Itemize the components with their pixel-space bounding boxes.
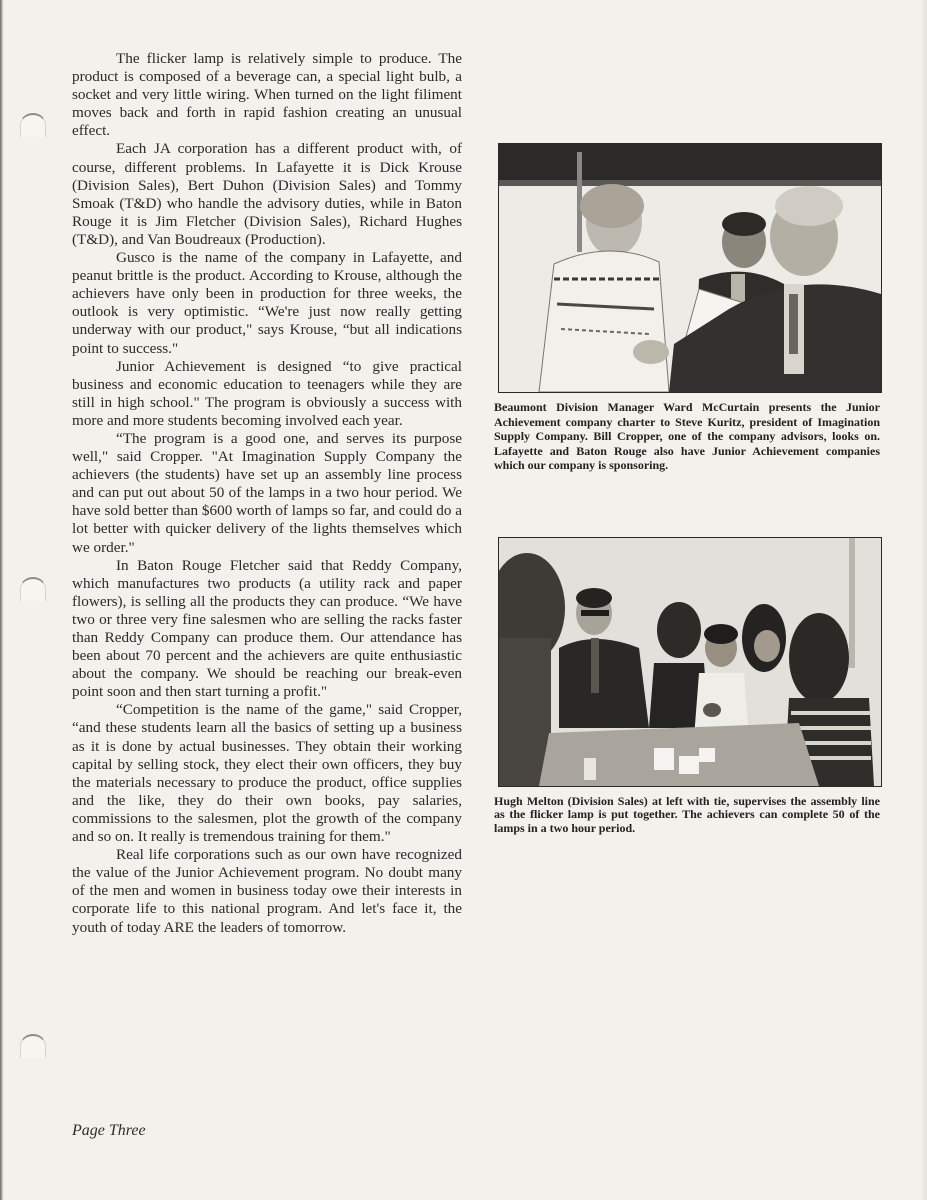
binder-hole-icon [20, 577, 46, 601]
article-paragraph: The flicker lamp is relatively simple to produce. The product is composed of a beverage can, a special light bulb, a socket and very little wiring. When turned on the light filiment moves back and forth in rapid fashion creating an unusual effect. [72, 50, 462, 140]
page-scan-edge-right [921, 0, 927, 1200]
photo-caption: Hugh Melton (Division Sales) at left with tie, supervises the assembly line as the flicker lamp is put together. The achievers can complete 50 of the lamps in a two hour period. [494, 794, 880, 835]
page-scan-edge [0, 0, 3, 1200]
article-paragraph: Junior Achievement is designed “to give practical business and economic education to teenagers while they are still in high school." The program is obviously a success with more and more students becoming involved each year. [72, 357, 462, 429]
photo-assembly-line-image [499, 538, 881, 786]
binder-hole-icon [20, 1034, 46, 1058]
article-paragraph: “The program is a good one, and serves its purpose well," said Cropper. "At Imagination Supply Company the achievers (the students) have set up an assembly line process and can put out about 50 of the lamps in a two hour period. We have sold better than $600 worth of lamps so far, and could do a lot better with quicker delivery of the lights themselves which we order." [72, 429, 462, 556]
article-paragraph: In Baton Rouge Fletcher said that Reddy Company, which manufactures two products (a utility rack and paper flowers), is selling all the products they can produce. “We have two or three very fine salesmen who are selling the racks faster than Reddy Company can produce them. Our attendance has been about 70 percent and the achievers are quite enthusiastic about the company. We should be reaching our break-even point soon and then start turning a profit." [72, 556, 462, 701]
photo-caption: Beaumont Division Manager Ward McCurtain presents the Junior Achievement company charter to Steve Kuritz, president of Imagination Supply Company. Bill Cropper, one of the company advisors, looks on. Lafayette and Baton Rouge also have Junior Achievement companies which our company is sponsoring. [494, 400, 880, 473]
article-paragraph: Gusco is the name of the company in Lafayette, and peanut brittle is the product. According to Krouse, although the achievers have only been in production for three weeks, the outlook is very optimistic. “We're just now really getting underway with our product," says Krouse, “but all indications point to success." [72, 249, 462, 357]
photo-assembly-line [498, 537, 882, 787]
article-paragraph: “Competition is the name of the game," said Cropper, “and these students learn all the basics of setting up a business as it is done by actual businesses. They obtain their working capital by selling stock, they elect their own officers, they buy the materials necessary to produce the product, office supplies and the like, they do their own books, pay salaries, commissions to the salesmen, plot the growth of the company and so on. It really is tremendous training for them." [72, 701, 462, 846]
article-paragraph: Each JA corporation has a different product with, of course, different problems. In Lafayette it is Dick Krouse (Division Sales), Bert Duhon (Division Sales) and Tommy Smoak (T&D) who handle the advisory duties, while in Baton Rouge it is Jim Fletcher (Division Sales), Richard Hughes (T&D), and Van Boudreaux (Production). [72, 140, 462, 248]
photo-charter-presentation-image [499, 144, 881, 392]
article-body [72, 50, 462, 937]
binder-hole-icon [20, 113, 46, 137]
page-number-label: Page Three [72, 1122, 146, 1139]
photo-charter-presentation [498, 143, 882, 393]
article-paragraph: Real life corporations such as our own have recognized the value of the Junior Achievement program. No doubt many of the men and women in business today owe their interests in corporate life to this national program. And let's face it, the youth of today ARE the leaders of tomorrow. [72, 846, 462, 936]
